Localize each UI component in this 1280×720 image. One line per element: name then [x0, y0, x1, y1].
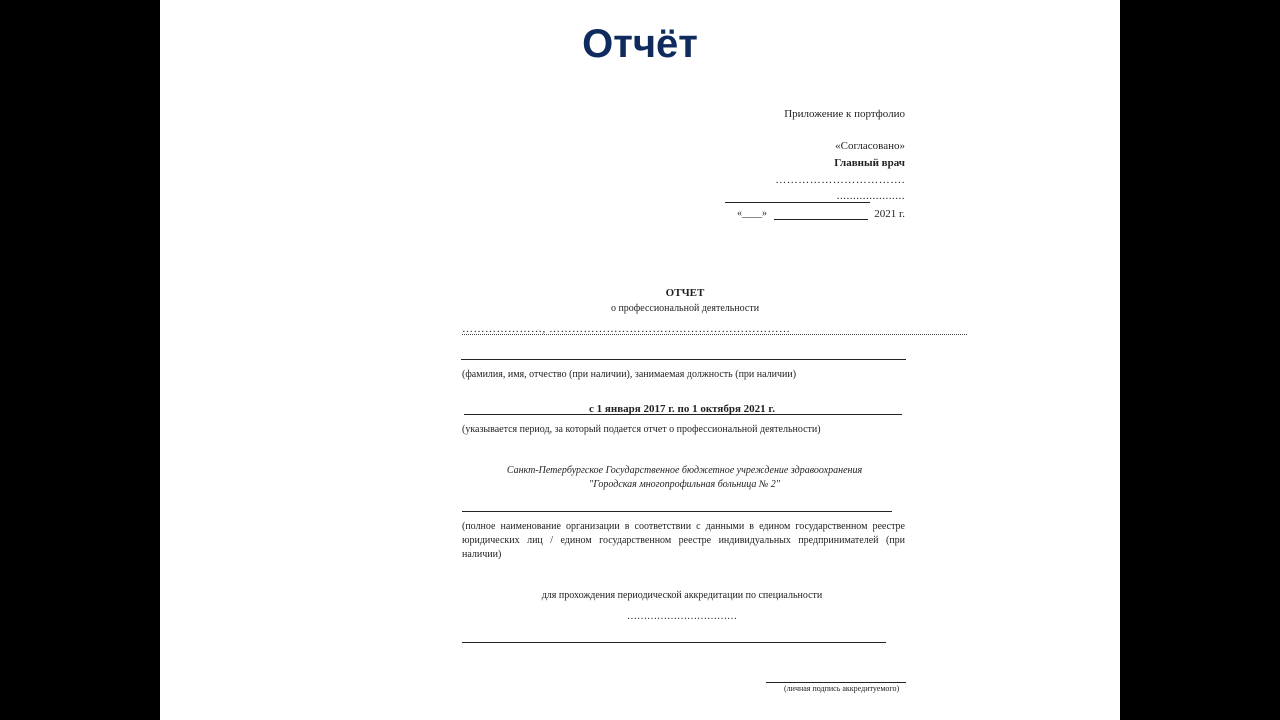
accreditation-text: для прохождения периодической аккредитации по специальности [541, 590, 823, 601]
signature-line [725, 202, 870, 203]
organization-line-1: Санкт-Петербургское Государственное бюджетное учреждение здравоохранения [506, 465, 863, 476]
period-caption: (указывается период, за который подается отчет о профессиональной деятельности) [462, 424, 821, 435]
date-day-field: «____» [737, 208, 767, 219]
personal-signature-line [766, 682, 906, 683]
period-text: с 1 января 2017 г. по 1 октября 2021 г. [589, 403, 775, 415]
date-year: 2021 г. [874, 208, 905, 220]
specialty-dots: …………………………… [627, 611, 737, 622]
agreed-label: «Согласовано» [835, 140, 905, 152]
organization-caption: (полное наименование организации в соответствии с данными в едином государственном реестре юридических лиц / едином государственном реестре индивидуальных предпринимателей (при наличии) [462, 521, 905, 560]
chief-name-dots: ……………………………. [775, 174, 905, 186]
name-dots-underline [462, 334, 967, 335]
name-line [461, 359, 906, 360]
chief-doctor-label: Главный врач [834, 157, 905, 169]
organization-line [462, 511, 892, 512]
report-title: ОТЧЕТ [665, 287, 705, 299]
name-dots: …………………, ……………………………………………………… [462, 323, 791, 335]
period-line [464, 414, 902, 415]
appendix-label: Приложение к портфолио [784, 108, 905, 120]
slide-title: Отчёт [582, 22, 698, 66]
date-month-line [774, 219, 868, 220]
slide [160, 0, 1120, 720]
organization-line-2: "Городская многопрофильная больница № 2" [589, 479, 780, 490]
report-subtitle: о профессиональной деятельности [610, 303, 760, 314]
name-caption: (фамилия, имя, отчество (при наличии), занимаемая должность (при наличии) [462, 369, 797, 380]
signature-caption: (личная подпись аккредитуемого) [784, 684, 900, 693]
specialty-line [462, 642, 886, 643]
chief-initials-dots: ..................... [836, 190, 905, 202]
